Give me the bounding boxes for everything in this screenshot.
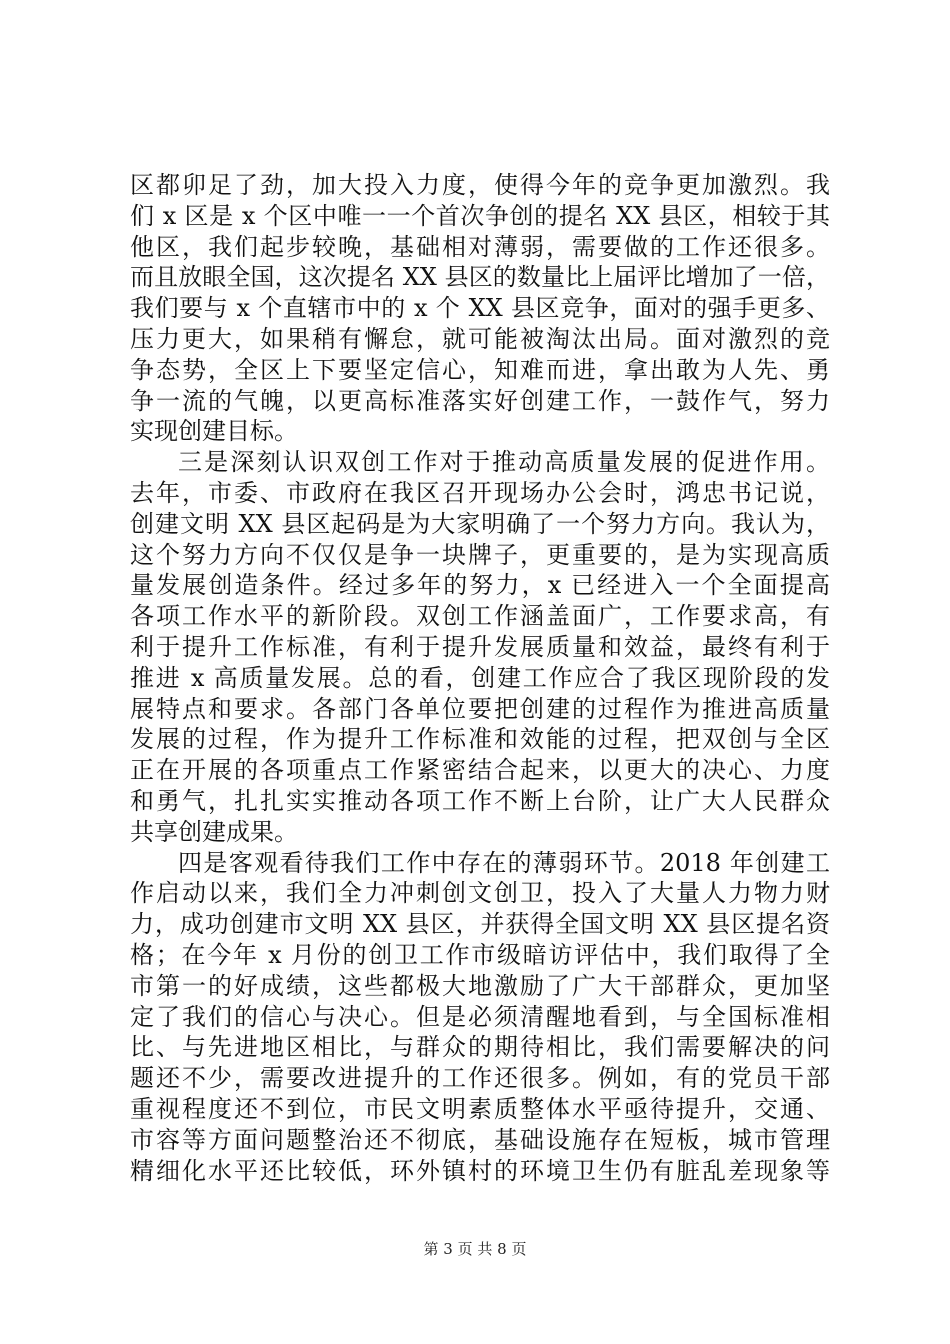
- text-line: 争一流的气魄，以更高标准落实好创建工作，一鼓作气，努力: [130, 386, 830, 415]
- text-line: 们 x 区是 x 个区中唯一一个首次争创的提名 XX 县区，相较于其: [130, 201, 830, 230]
- text-line: 发展的过程，作为提升工作标准和效能的过程，把双创与全区: [130, 725, 830, 754]
- text-line: 压力更大，如果稍有懈怠，就可能被淘汰出局。面对激烈的竞: [130, 324, 830, 353]
- text-line: 我们要与 x 个直辖市中的 x 个 XX 县区竞争，面对的强手更多、: [130, 294, 830, 323]
- text-line: 他区，我们起步较晚，基础相对薄弱，需要做的工作还很多。: [130, 232, 830, 261]
- text-line: 定了我们的信心与决心。但是必须清醒地看到，与全国标准相: [130, 1002, 830, 1031]
- text-line: 共享创建成果。: [130, 817, 298, 846]
- text-line: 区都卯足了劲，加大投入力度，使得今年的竞争更加激烈。我: [130, 171, 830, 199]
- text-line: 推进 x 高质量发展。总的看，创建工作应合了我区现阶段的发: [130, 663, 830, 692]
- text-line: 精细化水平还比较低，环外镇村的环境卫生仍有脏乱差现象等: [130, 1156, 830, 1185]
- text-line: 作启动以来，我们全力冲刺创文创卫，投入了大量人力物力财: [130, 879, 830, 908]
- document-body: [130, 170, 830, 1186]
- text-line: 各项工作水平的新阶段。双创工作涵盖面广，工作要求高，有: [130, 602, 830, 631]
- text-line: 重视程度还不到位，市民文明素质整体水平亟待提升，交通、: [130, 1094, 830, 1123]
- text-line: 利于提升工作标准，有利于提升发展质量和效益，最终有利于: [130, 632, 830, 661]
- text-line: 实现创建目标。: [130, 417, 298, 446]
- text-line: 去年，市委、市政府在我区召开现场办公会时，鸿忠书记说，: [130, 478, 830, 507]
- text-line: 正在开展的各项重点工作紧密结合起来，以更大的决心、力度: [130, 756, 830, 785]
- page-number-footer: 第 3 页 共 8 页: [423, 1240, 527, 1258]
- paragraph-start-line: 三是深刻认识双创工作对于推动高质量发展的促进作用。: [178, 448, 830, 477]
- text-line: 量发展创造条件。经过多年的努力，x 已经进入一个全面提高: [130, 571, 830, 600]
- text-line: 题还不少，需要改进提升的工作还很多。例如，有的党员干部: [130, 1064, 830, 1093]
- text-line: 而且放眼全国，这次提名 XX 县区的数量比上届评比增加了一倍，: [130, 263, 830, 292]
- text-line: 力，成功创建市文明 XX 县区，并获得全国文明 XX 县区提名资: [130, 910, 830, 939]
- text-line: 展特点和要求。各部门各单位要把创建的过程作为推进高质量: [130, 694, 830, 723]
- paragraph-start-line: 四是客观看待我们工作中存在的薄弱环节。2018 年创建工: [178, 848, 830, 877]
- text-line: 格；在今年 x 月份的创卫工作市级暗访评估中，我们取得了全: [130, 940, 830, 969]
- text-line: 这个努力方向不仅仅是争一块牌子，更重要的，是为实现高质: [130, 540, 830, 569]
- text-line: 市容等方面问题整治还不彻底，基础设施存在短板，城市管理: [130, 1125, 830, 1154]
- text-line: 争态势，全区上下要坚定信心，知难而进，拿出敢为人先、勇: [130, 355, 830, 384]
- text-line: 比、与先进地区相比，与群众的期待相比，我们需要解决的问: [130, 1033, 830, 1062]
- text-line: 市第一的好成绩，这些都极大地激励了广大干部群众，更加坚: [130, 971, 830, 1000]
- text-line: 和勇气，扎扎实实推动各项工作不断上台阶，让广大人民群众: [130, 786, 830, 815]
- text-line: 创建文明 XX 县区起码是为大家明确了一个努力方向。我认为，: [130, 509, 830, 538]
